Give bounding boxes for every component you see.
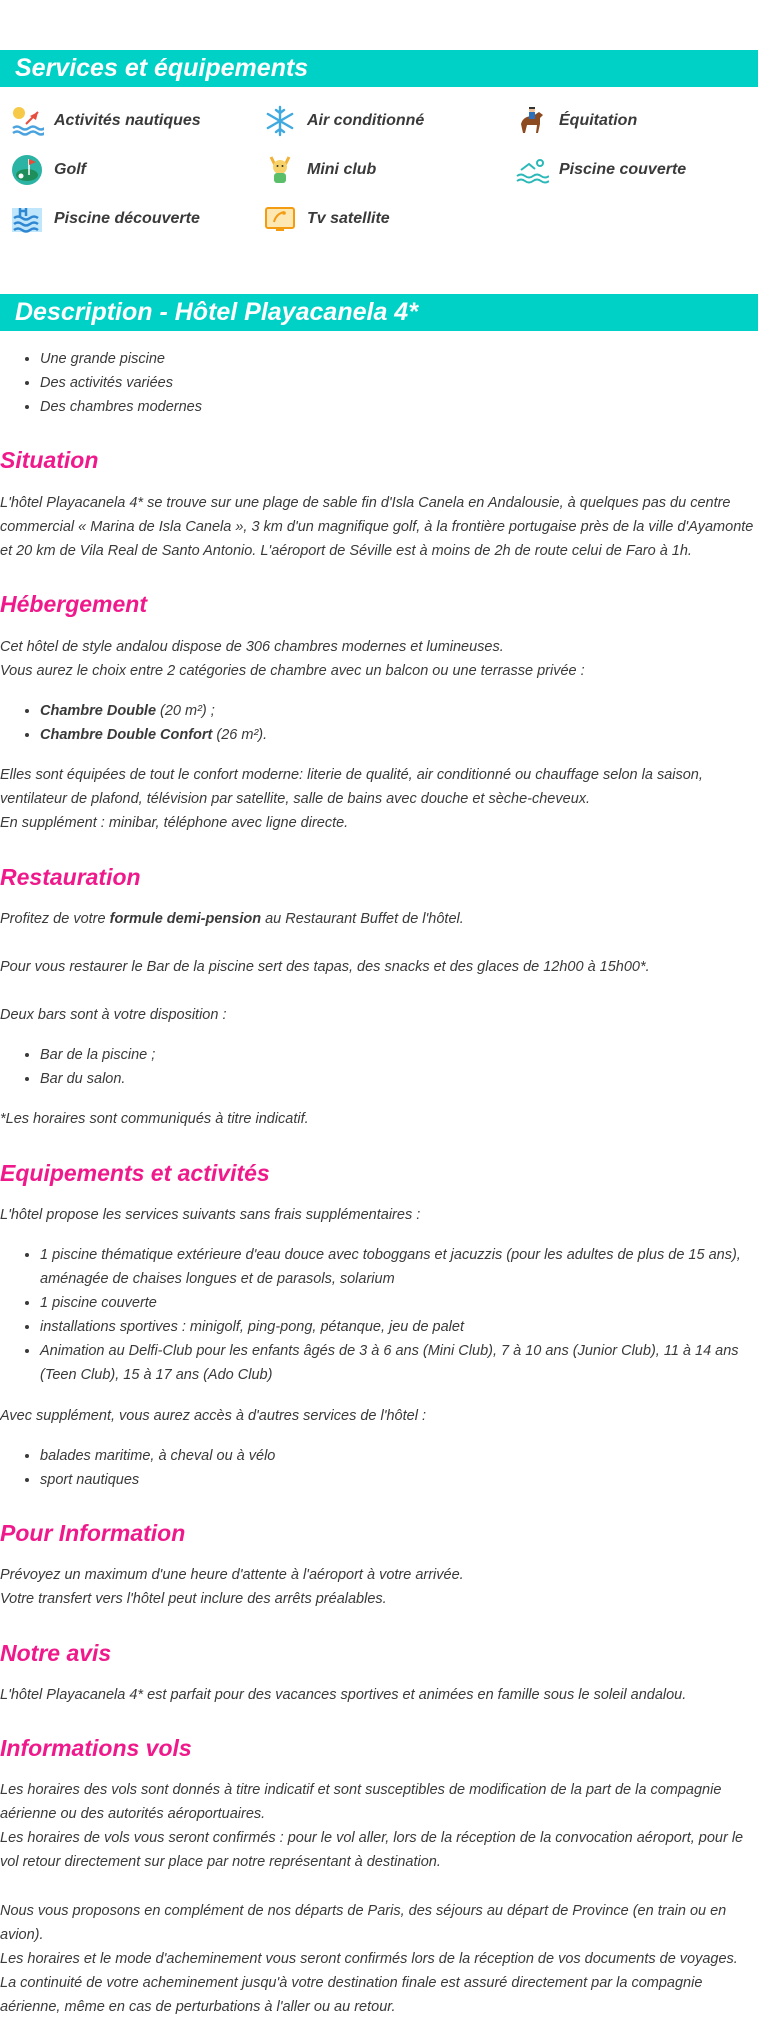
list-item bbox=[40, 699, 758, 723]
service-label: Équitation bbox=[559, 112, 638, 129]
mini-club-icon bbox=[263, 153, 297, 187]
hebergement-intro bbox=[0, 635, 758, 683]
list-item: • Des chambres modernes bbox=[40, 395, 758, 419]
restauration-heading: Restauration bbox=[0, 864, 141, 890]
service-label: Tv satellite bbox=[307, 210, 390, 227]
service-horse-riding bbox=[515, 104, 637, 138]
restauration-line3 bbox=[0, 1003, 758, 1027]
paid-services-list bbox=[0, 1444, 758, 1492]
paragraph: Deux bars sont à votre disposition : bbox=[0, 1007, 227, 1023]
free-services-list bbox=[0, 1243, 758, 1387]
service-outdoor-pool bbox=[10, 202, 200, 236]
room-size: (20 m²) ; bbox=[156, 703, 215, 719]
list-item: • balades maritime, à cheval ou à vélo bbox=[40, 1444, 758, 1468]
information-text bbox=[0, 1563, 758, 1611]
list-item bbox=[40, 723, 758, 747]
paragraph: En supplément : minibar, téléphone avec ligne directe. bbox=[0, 815, 349, 831]
description-banner bbox=[0, 294, 758, 331]
equipements-intro bbox=[0, 1203, 758, 1227]
list-item: • Une grande piscine bbox=[40, 347, 758, 371]
hebergement-comfort bbox=[0, 763, 758, 835]
situation-text bbox=[0, 491, 758, 563]
paragraph: Les horaires de vols vous seront confirmés : pour le vol aller, lors de la réception de la convocation aéroport, pour le vol retour directement sur place par notre représentant à destination. bbox=[0, 1830, 744, 1870]
restauration-line1 bbox=[0, 907, 758, 931]
service-water-sports bbox=[10, 104, 201, 138]
bars-list bbox=[0, 1043, 758, 1091]
paragraph: L'hôtel propose les services suivants sans frais supplémentaires : bbox=[0, 1207, 421, 1223]
horse-riding-icon bbox=[515, 104, 549, 138]
paragraph: Votre transfert vers l'hôtel peut inclure des arrêts préalables. bbox=[0, 1591, 387, 1607]
service-air-conditioning bbox=[263, 104, 424, 138]
vols-heading: Informations vols bbox=[0, 1735, 192, 1761]
highlights-list bbox=[0, 347, 758, 419]
service-label: Mini club bbox=[307, 161, 377, 178]
room-name: Chambre Double Confort bbox=[40, 727, 213, 743]
water-sports-icon bbox=[10, 104, 44, 138]
service-indoor-pool bbox=[515, 153, 686, 187]
situation-heading: Situation bbox=[0, 447, 99, 473]
text-span: au Restaurant Buffet de l'hôtel. bbox=[261, 911, 464, 927]
list-item: • 1 piscine thématique extérieure d'eau douce avec toboggans et jacuzzis (pour les adultes de plus de 15 ans), aménagée de chaises longues et de parasols, solarium bbox=[40, 1243, 758, 1291]
paragraph: Les horaires des vols sont donnés à titre indicatif et sont susceptibles de modification de la part de la compagnie aérienne ou des autorités aéroportuaires. bbox=[0, 1782, 722, 1822]
avis-heading: Notre avis bbox=[0, 1640, 112, 1666]
service-satellite-tv bbox=[263, 202, 390, 236]
swimmer-icon bbox=[515, 153, 549, 187]
paragraph: *Les horaires sont communiqués à titre indicatif. bbox=[0, 1111, 309, 1127]
paragraph bbox=[0, 907, 758, 931]
room-size: (26 m²). bbox=[212, 727, 268, 743]
services-title: Services et équipements bbox=[15, 54, 309, 82]
service-label: Air conditionné bbox=[307, 112, 425, 129]
list-item: • installations sportives : minigolf, ping-pong, pétanque, jeu de palet bbox=[40, 1315, 758, 1339]
paragraph: Vous aurez le choix entre 2 catégories de chambre avec un balcon ou une terrasse privée : bbox=[0, 663, 585, 679]
information-heading: Pour Information bbox=[0, 1520, 186, 1546]
paragraph: Avec supplément, vous aurez accès à d'autres services de l'hôtel : bbox=[0, 1408, 426, 1424]
paragraph: Nous vous proposons en complément de nos départs de Paris, des séjours au départ de Province (en train ou en avion). bbox=[0, 1903, 727, 1943]
text-span: Profitez de votre bbox=[0, 911, 110, 927]
paragraph: Cet hôtel de style andalou dispose de 306 chambres modernes et lumineuses. bbox=[0, 639, 504, 655]
paragraph: L'hôtel Playacanela 4* est parfait pour des vacances sportives et animées en famille sous le soleil andalou. bbox=[0, 1687, 687, 1703]
list-item: • Bar de la piscine ; bbox=[40, 1043, 758, 1067]
service-mini-club bbox=[263, 153, 376, 187]
service-label: Piscine découverte bbox=[54, 210, 200, 227]
service-label: Activités nautiques bbox=[54, 112, 201, 129]
hebergement-heading: Hébergement bbox=[0, 591, 147, 617]
paragraph: Prévoyez un maximum d'une heure d'attente à l'aéroport à votre arrivée. bbox=[0, 1567, 464, 1583]
list-item: • Bar du salon. bbox=[40, 1067, 758, 1091]
list-item: • sport nautiques bbox=[40, 1468, 758, 1492]
paragraph: La continuité de votre acheminement jusqu'à votre destination finale est assuré directement par la compagnie aérienne, même en cas de perturbations à l'aller ou au retour. bbox=[0, 1975, 703, 2015]
list-item: • Animation au Delfi-Club pour les enfants âgés de 3 à 6 ans (Mini Club), 7 à 10 ans (Junior Club), 11 à 14 ans (Teen Club), 15 à 17 ans (Ado Club) bbox=[40, 1339, 758, 1387]
golf-icon bbox=[10, 153, 44, 187]
paragraph: Les horaires et le mode d'acheminement vous seront confirmés lors de la réception de vos documents de voyages. bbox=[0, 1951, 738, 1967]
room-name: Chambre Double bbox=[40, 703, 157, 719]
services-banner bbox=[0, 50, 758, 87]
paragraph: Elles sont équipées de tout le confort moderne: literie de qualité, air conditionné ou chauffage selon la saison, ventilateur de plafond, télévision par satellite, salle de bains avec douche et sèche-cheveux. bbox=[0, 767, 703, 807]
equipements-heading: Equipements et activités bbox=[0, 1160, 270, 1186]
vols-text-2 bbox=[0, 1899, 758, 2019]
restauration-note bbox=[0, 1107, 758, 1131]
snowflake-icon bbox=[263, 104, 297, 138]
service-label: Golf bbox=[54, 161, 86, 178]
satellite-tv-icon bbox=[263, 202, 297, 236]
avis-text bbox=[0, 1683, 758, 1707]
restauration-line2 bbox=[0, 955, 758, 979]
description-title: Description - Hôtel Playacanela 4* bbox=[15, 298, 418, 326]
half-board-label: formule demi-pension bbox=[109, 911, 262, 927]
list-item: • Des activités variées bbox=[40, 371, 758, 395]
paragraph: Pour vous restaurer le Bar de la piscine sert des tapas, des snacks et des glaces de 12h00 à 15h00*. bbox=[0, 959, 650, 975]
service-label: Piscine couverte bbox=[559, 161, 687, 178]
paragraph: L'hôtel Playacanela 4* se trouve sur une plage de sable fin d'Isla Canela en Andalousie, à quelques pas du centre commercial « Marina de Isla Canela », 3 km d'un magnifique golf, à la frontière portugaise près de la ville d'Ayamonte et 20 km de Vila Real de Santo Antonio. L'aéroport de Séville est à moins de 2h de route celui de Faro à 1h. bbox=[0, 495, 754, 559]
equipements-paid-intro bbox=[0, 1404, 758, 1428]
service-golf bbox=[10, 153, 86, 187]
rooms-list bbox=[0, 699, 758, 747]
list-item: • 1 piscine couverte bbox=[40, 1291, 758, 1315]
vols-text-1 bbox=[0, 1778, 758, 1874]
outdoor-pool-icon bbox=[10, 202, 44, 236]
